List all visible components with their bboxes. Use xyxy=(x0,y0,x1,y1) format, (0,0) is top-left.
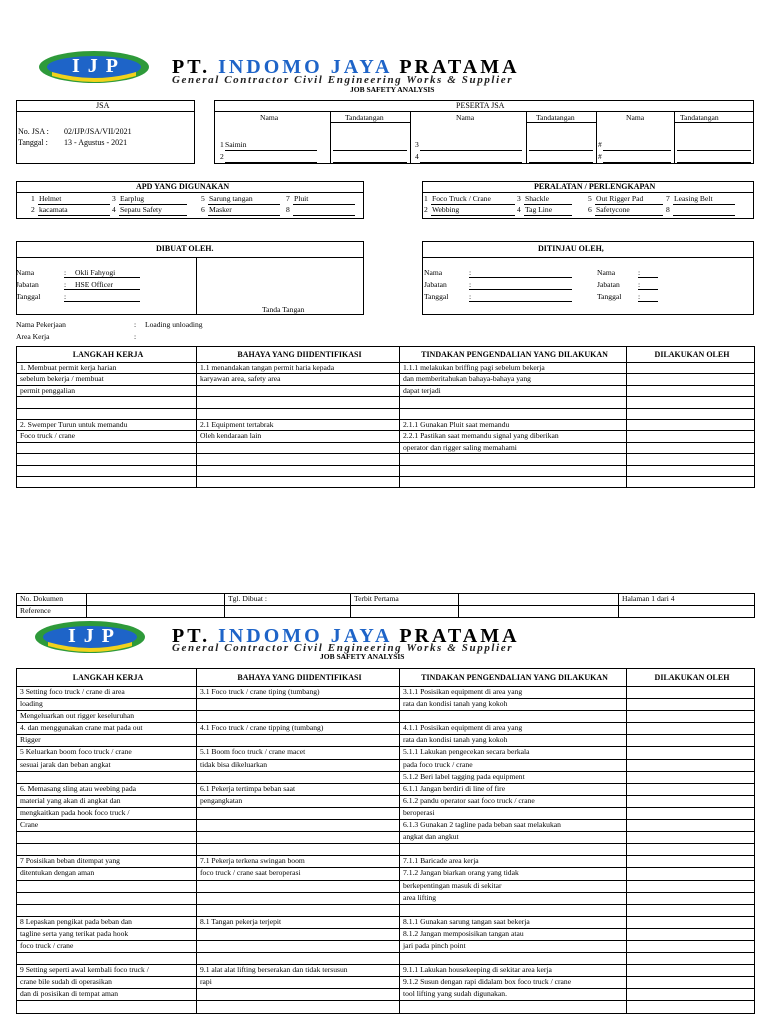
table-cell xyxy=(627,408,755,419)
table-cell: karyawan area, safety area xyxy=(197,374,400,385)
table-cell xyxy=(197,1001,400,1013)
apd-item-label: Sarung tangan xyxy=(209,194,253,203)
table-cell: Rigger xyxy=(17,735,197,747)
jsa-no-value: 02/IJP/JSA/VII/2021 xyxy=(64,127,132,136)
table-cell: 4.1 Foco truck / crane tipping (tumbang) xyxy=(197,723,400,735)
peserta-n6: # xyxy=(598,152,602,161)
table-cell xyxy=(627,747,755,759)
table-cell: 7.1.1 Baricade area kerja xyxy=(400,856,627,868)
col-tanda-1: Tandatangan xyxy=(345,113,384,122)
table-cell: 6.1.1 Jangan berdiri di line of fire xyxy=(400,783,627,795)
table-row xyxy=(17,795,755,807)
ditinjau-tanggal-label-1: Tanggal xyxy=(424,292,449,301)
table-cell: 2.1 Equipment tertabrak xyxy=(197,419,400,430)
peralatan-item-no: 5 xyxy=(588,194,592,203)
table-cell xyxy=(197,442,400,453)
th-bahaya-2: BAHAYA YANG DIIDENTIFIKASI xyxy=(197,669,400,687)
table-cell xyxy=(627,419,755,430)
table-cell xyxy=(627,977,755,989)
table-row xyxy=(17,844,755,856)
table-cell xyxy=(17,465,197,476)
dibuat-sep1: : xyxy=(64,268,67,277)
footer-reference: Reference xyxy=(17,606,87,618)
ditinjau-header: DITINJAU OLEH, xyxy=(538,244,604,253)
table-row xyxy=(17,916,755,928)
table-cell xyxy=(627,856,755,868)
table-cell: 3.1 Foco truck / crane tiping (tumbang) xyxy=(197,687,400,699)
ditinjau-sep4: : xyxy=(638,268,641,277)
table-cell: sebelum bekerja / membuat xyxy=(17,374,197,385)
table-cell xyxy=(17,904,197,916)
table-cell xyxy=(627,965,755,977)
doc-title-2: JOB SAFETY ANALYSIS xyxy=(320,652,405,661)
table-cell: rapi xyxy=(197,977,400,989)
table-cell: 8 Lepaskan pengikat pada beban dan xyxy=(17,916,197,928)
footer-tgl: Tgl. Dibuat : xyxy=(225,594,351,606)
table-cell: 6.1.2 pandu operator saat foco truck / crane xyxy=(400,795,627,807)
company-subtitle-2: General Contractor Civil Engineering Works & Supplier xyxy=(172,642,514,654)
footer-no-dok: No. Dokumen xyxy=(17,594,87,606)
peralatan-item-label: Leasing Belt xyxy=(674,194,713,203)
table-cell xyxy=(627,1001,755,1013)
peserta-n5: # xyxy=(598,140,602,149)
peserta-n2: 2 xyxy=(220,152,224,161)
table-cell: 5.1.2 Beri label tagging pada equipment xyxy=(400,771,627,783)
col-tanda-2: Tandatangan xyxy=(536,113,575,122)
table-cell xyxy=(197,711,400,723)
apd-item-no: 1 xyxy=(31,194,35,203)
logo-letters: IJP xyxy=(72,55,126,77)
table-cell xyxy=(197,699,400,711)
table-cell xyxy=(400,711,627,723)
table-cell xyxy=(17,476,197,487)
table-row xyxy=(17,1001,755,1013)
table-row xyxy=(17,892,755,904)
table-cell xyxy=(197,820,400,832)
table-cell: berkepentingan masuk di sekitar xyxy=(400,880,627,892)
table-cell xyxy=(17,880,197,892)
table-cell xyxy=(197,454,400,465)
table-cell: 8.1.2 Jangan memposisikan tangan atau xyxy=(400,928,627,940)
table-cell: pada foco truck / crane xyxy=(400,759,627,771)
table-cell xyxy=(627,820,755,832)
table-cell: 4. dan menggunakan crane mat pada out xyxy=(17,723,197,735)
peralatan-item-label: Safetycone xyxy=(596,205,630,214)
table-row xyxy=(17,928,755,940)
table-cell: 9.1.1 Lakukan housekeeping di sekitar area kerja xyxy=(400,965,627,977)
dibuat-jabatan-value: HSE Officer xyxy=(75,280,114,289)
footer-terbit: Terbit Pertama xyxy=(351,594,459,606)
apd-item-no: 5 xyxy=(201,194,205,203)
table-row xyxy=(17,747,755,759)
table-cell xyxy=(627,397,755,408)
table-cell: ditentukan dengan aman xyxy=(17,868,197,880)
table-cell: 4.1.1 Posisikan equipment di area yang xyxy=(400,723,627,735)
table-cell: 9 Setting seperti awal kembali foco truck / xyxy=(17,965,197,977)
peralatan-item-no: 1 xyxy=(424,194,428,203)
dibuat-jabatan-label: Jabatan xyxy=(16,280,39,289)
table-cell: 5 Keluarkan boom foco truck / crane xyxy=(17,747,197,759)
table-cell: 8.1 Tangan pekerja terjepit xyxy=(197,916,400,928)
table-cell xyxy=(627,989,755,1001)
table-cell: crane bile sudah di operasikan xyxy=(17,977,197,989)
table-cell xyxy=(627,844,755,856)
table-cell: tidak bisa dikeluarkan xyxy=(197,759,400,771)
th-tindakan-1: TINDAKAN PENGENDALIAN YANG DILAKUKAN xyxy=(400,347,627,363)
table-cell xyxy=(627,465,755,476)
table-cell: mengkaitkan pada hook foco truck / xyxy=(17,807,197,819)
table-cell xyxy=(627,431,755,442)
dibuat-sep3: : xyxy=(64,292,67,301)
table-row xyxy=(17,397,755,408)
table-cell: loading xyxy=(17,699,197,711)
table-cell xyxy=(627,928,755,940)
table-cell: Foco truck / crane xyxy=(17,431,197,442)
table-row xyxy=(17,687,755,699)
table-cell xyxy=(400,844,627,856)
table-cell xyxy=(627,711,755,723)
table-cell xyxy=(627,940,755,952)
th-langkah-2: LANGKAH KERJA xyxy=(17,669,197,687)
table-cell: 6. Memasang sling atau weebing pada xyxy=(17,783,197,795)
th-bahaya-1: BAHAYA YANG DIIDENTIFIKASI xyxy=(197,347,400,363)
table-cell xyxy=(627,892,755,904)
table-cell xyxy=(627,442,755,453)
peralatan-item-no: 2 xyxy=(424,205,428,214)
table-cell: jari pada pinch point xyxy=(400,940,627,952)
table-cell xyxy=(197,771,400,783)
table-row xyxy=(17,965,755,977)
logo-letters-2: IJP xyxy=(68,625,122,647)
table-cell xyxy=(197,465,400,476)
table-row xyxy=(17,832,755,844)
col-tanda-3: Tandatangan xyxy=(680,113,719,122)
table-cell: angkat dan angkut xyxy=(400,832,627,844)
table-cell xyxy=(627,916,755,928)
table-cell xyxy=(17,771,197,783)
apd-item-label: Masker xyxy=(209,205,232,214)
peralatan-item-no: 6 xyxy=(588,205,592,214)
table-cell: 6.1 Pekerja tertimpa beban saat xyxy=(197,783,400,795)
table-cell xyxy=(197,892,400,904)
table-cell xyxy=(17,892,197,904)
peserta-header: PESERTA JSA xyxy=(456,101,505,110)
jsa-table-1 xyxy=(16,346,755,488)
table-cell: area lifting xyxy=(400,892,627,904)
peralatan-item-no: 3 xyxy=(517,194,521,203)
table-cell xyxy=(17,953,197,965)
apd-item-label: Helmet xyxy=(39,194,62,203)
table-cell xyxy=(17,1001,197,1013)
company-logo-2 xyxy=(34,620,146,654)
table-row xyxy=(17,363,755,374)
table-cell xyxy=(197,476,400,487)
table-row xyxy=(17,419,755,430)
table-cell xyxy=(627,476,755,487)
apd-item-no: 6 xyxy=(201,205,205,214)
peralatan-item-no: 7 xyxy=(666,194,670,203)
table-row xyxy=(17,723,755,735)
col-nama-3: Nama xyxy=(626,113,645,122)
company-subtitle: General Contractor Civil Engineering Works & Supplier xyxy=(172,74,514,86)
table-row xyxy=(17,431,755,442)
pekerjaan-nama-label: Nama Pekerjaan xyxy=(16,320,66,329)
table-cell: 1. Membuat permit kerja harian xyxy=(17,363,197,374)
table-cell: 5.1 Boom foco truck / crane macet xyxy=(197,747,400,759)
table-cell: 7.1.2 Jangan biarkan orang yang tidak xyxy=(400,868,627,880)
company-name-2: PT. INDOMO JAYA PRATAMA xyxy=(172,625,520,647)
th-tindakan-2: TINDAKAN PENGENDALIAN YANG DILAKUKAN xyxy=(400,669,627,687)
table-cell xyxy=(627,735,755,747)
table-cell xyxy=(627,771,755,783)
table-row xyxy=(17,856,755,868)
dibuat-tanda: Tanda Tangan xyxy=(262,305,305,314)
table-cell xyxy=(197,408,400,419)
table-cell: 8.1.1 Gunakan sarung tangan saat bekerja xyxy=(400,916,627,928)
peserta-n3: 3 xyxy=(415,140,419,149)
ditinjau-nama-label-2: Nama xyxy=(597,268,616,277)
ditinjau-sep6: : xyxy=(638,292,641,301)
peralatan-header: PERALATAN / PERLENGKAPAN xyxy=(534,182,656,191)
table-cell: 9.1.2 Susun dengan rapi didalam box foco truck / crane xyxy=(400,977,627,989)
jsa-header: JSA xyxy=(96,101,110,110)
table-row xyxy=(17,442,755,453)
pekerjaan-area-label: Area Kerja xyxy=(16,332,50,341)
table-cell xyxy=(17,844,197,856)
table-cell xyxy=(627,953,755,965)
jsa-date-value: 13 - Agustus - 2021 xyxy=(64,138,128,147)
table-row xyxy=(17,711,755,723)
table-cell: rata dan kondisi tanah yang kokoh xyxy=(400,735,627,747)
apd-item-label: kacamata xyxy=(39,205,68,214)
table-cell xyxy=(197,735,400,747)
table-cell xyxy=(627,832,755,844)
company-logo xyxy=(38,50,150,84)
table-cell: sesuai jarak dan beban angkat xyxy=(17,759,197,771)
table-cell xyxy=(400,953,627,965)
table-cell: operator dan rigger saling memahami xyxy=(400,442,627,453)
dibuat-nama-label: Nama xyxy=(16,268,35,277)
dibuat-tanggal-label: Tanggal xyxy=(16,292,41,301)
table-cell xyxy=(197,989,400,1001)
table-cell: 7.1 Pekerja terkena swingan boom xyxy=(197,856,400,868)
th-oleh-2: DILAKUKAN OLEH xyxy=(627,669,755,687)
table-cell: 2.1.1 Gunakan Pluit saat memandu xyxy=(400,419,627,430)
jsa-table-2 xyxy=(16,668,755,1014)
footer-halaman: Halaman 1 dari 4 xyxy=(619,594,755,606)
table-cell xyxy=(400,408,627,419)
peralatan-item-label: Foco Truck / Crane xyxy=(432,194,491,203)
table-cell xyxy=(197,940,400,952)
table-cell xyxy=(17,408,197,419)
apd-item-no: 7 xyxy=(286,194,290,203)
table-row xyxy=(17,880,755,892)
dibuat-nama-value: Okli Fahyogi xyxy=(75,268,116,277)
table-cell xyxy=(17,832,197,844)
table-cell xyxy=(197,904,400,916)
peralatan-item-no: 8 xyxy=(666,205,670,214)
table-row xyxy=(17,759,755,771)
apd-header: APD YANG DIGUNAKAN xyxy=(136,182,230,191)
table-cell: tool lifting yang sudah digunakan. xyxy=(400,989,627,1001)
table-cell xyxy=(197,385,400,396)
table-cell xyxy=(17,454,197,465)
table-cell: dapat terjadi xyxy=(400,385,627,396)
apd-item-label: Pluit xyxy=(294,194,309,203)
ditinjau-sep5: : xyxy=(638,280,641,289)
table-cell xyxy=(627,374,755,385)
table-row xyxy=(17,699,755,711)
table-cell: 2.2.1 Pastikan saat memandu signal yang diberikan xyxy=(400,431,627,442)
table-row xyxy=(17,989,755,1001)
peralatan-item-label: Out Rigger Pad xyxy=(596,194,644,203)
table-cell xyxy=(627,795,755,807)
table-cell: 3 Setting foco truck / crane di area xyxy=(17,687,197,699)
table-cell: foco truck / crane saat beroperasi xyxy=(197,868,400,880)
table-cell xyxy=(400,454,627,465)
apd-item-no: 4 xyxy=(112,205,116,214)
th-oleh-1: DILAKUKAN OLEH xyxy=(627,347,755,363)
table-cell xyxy=(627,904,755,916)
table-cell xyxy=(197,880,400,892)
table-cell: dan memberitahukan bahaya-bahaya yang xyxy=(400,374,627,385)
ditinjau-sep2: : xyxy=(469,280,472,289)
table-cell: 2. Swemper Turun untuk memandu xyxy=(17,419,197,430)
table-cell xyxy=(627,699,755,711)
table-cell xyxy=(17,397,197,408)
table-row xyxy=(17,807,755,819)
table-cell: 7 Posisikan beban ditempat yang xyxy=(17,856,197,868)
table-cell: Oleh kendaraan lain xyxy=(197,431,400,442)
table-row xyxy=(17,385,755,396)
table-row xyxy=(17,940,755,952)
table-cell xyxy=(627,759,755,771)
table-row xyxy=(17,465,755,476)
pekerjaan-sep1: : xyxy=(134,320,137,329)
peserta-n1: 1 xyxy=(220,140,224,149)
table-cell xyxy=(17,442,197,453)
table-cell: 9.1 alat alat lifting berserakan dan tidak tersusun xyxy=(197,965,400,977)
col-nama-2: Nama xyxy=(456,113,475,122)
table-cell xyxy=(627,868,755,880)
table-cell: 5.1.1 Lakukan pengecekan secara berkala xyxy=(400,747,627,759)
table-row xyxy=(17,454,755,465)
table-row xyxy=(17,783,755,795)
table-row xyxy=(17,735,755,747)
table-cell xyxy=(197,844,400,856)
jsa-date-label: Tanggal : xyxy=(18,138,48,147)
table-cell xyxy=(197,928,400,940)
company-name: PT. INDOMO JAYA PRATAMA xyxy=(172,56,520,78)
ditinjau-jabatan-label-2: Jabatan xyxy=(597,280,620,289)
apd-item-label: Earplug xyxy=(120,194,145,203)
table-row xyxy=(17,771,755,783)
table-cell xyxy=(197,832,400,844)
table-cell: 1.1 menandakan tangan permit haria kepada xyxy=(197,363,400,374)
table-cell: 3.1.1 Posisikan equipment di area yang xyxy=(400,687,627,699)
table-cell: beroperasi xyxy=(400,807,627,819)
table-cell xyxy=(197,397,400,408)
pekerjaan-sep2: : xyxy=(134,332,137,341)
table-row xyxy=(17,868,755,880)
peralatan-item-label: Shackle xyxy=(525,194,550,203)
table-cell xyxy=(400,397,627,408)
table-cell: dan di posisikan di tempat aman xyxy=(17,989,197,1001)
ditinjau-jabatan-label-1: Jabatan xyxy=(424,280,447,289)
th-langkah-1: LANGKAH KERJA xyxy=(17,347,197,363)
peralatan-item-label: Tag Line xyxy=(525,205,553,214)
table-cell: Crane xyxy=(17,820,197,832)
table-cell xyxy=(400,465,627,476)
table-cell: foco truck / crane xyxy=(17,940,197,952)
table-cell xyxy=(627,783,755,795)
table-cell xyxy=(627,880,755,892)
table-cell: permit penggalian xyxy=(17,385,197,396)
table-cell xyxy=(400,1001,627,1013)
ditinjau-sep3: : xyxy=(469,292,472,301)
peserta-n4: 4 xyxy=(415,152,419,161)
table-row xyxy=(17,476,755,487)
peralatan-item-no: 4 xyxy=(517,205,521,214)
table-cell xyxy=(400,476,627,487)
apd-item-label: Sepatu Safety xyxy=(120,205,162,214)
table-cell: material yang akan di angkat dan xyxy=(17,795,197,807)
table-row xyxy=(17,904,755,916)
jsa-no-label: No. JSA : xyxy=(18,127,49,136)
col-nama-1: Nama xyxy=(260,113,279,122)
dibuat-sep2: : xyxy=(64,280,67,289)
table-cell xyxy=(627,687,755,699)
table-cell: 6.1.3 Gunakan 2 tagline pada beban saat melakukan xyxy=(400,820,627,832)
table-row xyxy=(17,374,755,385)
table-cell xyxy=(197,953,400,965)
table-cell xyxy=(627,454,755,465)
table-cell xyxy=(627,723,755,735)
table-cell xyxy=(627,363,755,374)
table-cell: 1.1.1 melakukan briffing pagi sebelum bekerja xyxy=(400,363,627,374)
table-row xyxy=(17,820,755,832)
table-cell: rata dan kondisi tanah yang kokoh xyxy=(400,699,627,711)
table-cell xyxy=(197,807,400,819)
table-cell: pengangkatan xyxy=(197,795,400,807)
doc-title: JOB SAFETY ANALYSIS xyxy=(350,85,435,94)
apd-item-no: 2 xyxy=(31,205,35,214)
table-cell: tagline serta yang terikat pada hook xyxy=(17,928,197,940)
apd-item-no: 8 xyxy=(286,205,290,214)
table-cell: Mengeluarkan out rigger keseluruhan xyxy=(17,711,197,723)
ditinjau-tanggal-label-2: Tanggal xyxy=(597,292,622,301)
pekerjaan-nama-value: Loading unloading xyxy=(145,320,203,329)
peralatan-item-label: Webbing xyxy=(432,205,460,214)
table-row xyxy=(17,408,755,419)
dibuat-header: DIBUAT OLEH. xyxy=(156,244,214,253)
ditinjau-nama-label-1: Nama xyxy=(424,268,443,277)
peserta-name1: Saimin xyxy=(225,140,247,149)
table-row xyxy=(17,953,755,965)
ditinjau-sep1: : xyxy=(469,268,472,277)
table-cell xyxy=(627,385,755,396)
table-row xyxy=(17,977,755,989)
table-cell xyxy=(627,807,755,819)
table-cell xyxy=(400,904,627,916)
apd-item-no: 3 xyxy=(112,194,116,203)
doc-footer xyxy=(16,593,755,618)
